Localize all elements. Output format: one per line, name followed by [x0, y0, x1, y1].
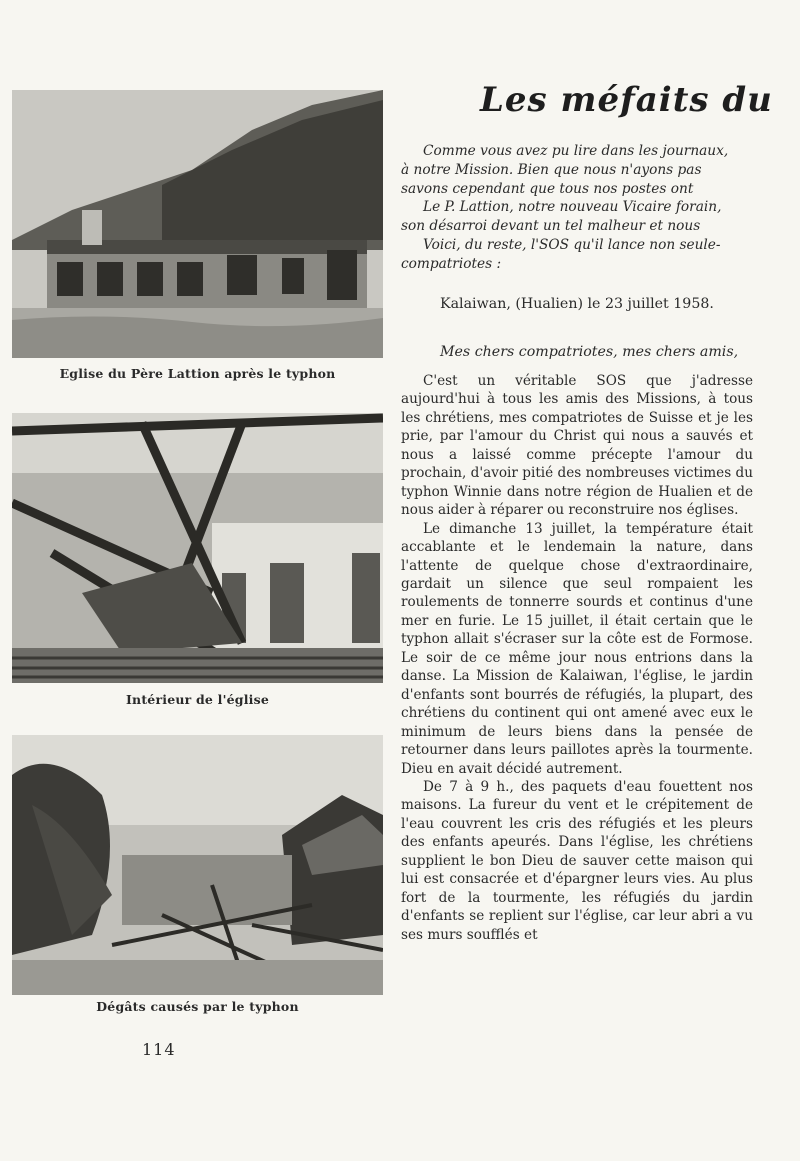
intro-line: à notre Mission. Bien que nous n'ayons pas: [401, 161, 702, 178]
intro-text: [401, 142, 786, 274]
intro-line: compatriotes :: [401, 255, 502, 272]
body-paragraph: C'est un véritable SOS que j'adresse aujourd'hui à tous les amis des Missions, à tous les chrétiens, mes compatriotes de Suisse et je les prie, par l'amour du Christ qui nous a sauvés et nous a laissé comme précepte l'amour du prochain, d'avoir pitié des nombreuses victimes du typhon Winnie dans notre région de Hualien et de nous aider à réparer ou reconstruire nos églises.: [401, 373, 753, 519]
intro-line: Voici, du reste, l'SOS qu'il lance non seule-: [423, 236, 721, 253]
intro-line: Comme vous avez pu lire dans les journaux,: [423, 143, 729, 159]
intro-line: Le P. Lattion, notre nouveau Vicaire forain,: [423, 199, 722, 216]
letter-dateline: Kalaiwan, (Hualien) le 23 juillet 1958.: [440, 296, 714, 312]
damage-photo-caption: Dégâts causés par le typhon: [96, 999, 299, 1014]
intro-line: savons cependant que tous nos postes ont: [401, 180, 694, 197]
letter-salutation: Mes chers compatriotes, mes chers amis,: [440, 344, 739, 360]
body-paragraph: De 7 à 9 h., des paquets d'eau fouettent nos maisons. La fureur du vent et le crépitement de l'eau couvrent les cris des réfugiés et les pleurs des enfants apeurés. Dans l'église, les chrétiens supplient le bon Dieu de sauver cette maison qui lui est consacrée et d'épargner leurs vies. Au plus fort de la tourmente, les réfugiés du jardin d'enfants se replient sur l'église, car leur abri a vu ses murs soufflés et: [401, 778, 753, 943]
church-photo: [12, 90, 383, 358]
church-interior-photo: [12, 413, 383, 683]
church-photo-caption: Eglise du Père Lattion après le typhon: [59, 366, 336, 381]
article-body: [401, 372, 753, 944]
article-title: Les méfaits du: [480, 80, 773, 120]
intro-line: son désarroi devant un tel malheur et nous: [401, 218, 701, 235]
damage-photo: [12, 735, 383, 995]
page-number: 114: [142, 1040, 176, 1059]
body-paragraph: Le dimanche 13 juillet, la température était accablante et le lendemain la nature, dans l'attente de quelque chose d'extraordinaire, gardait un silence que seul rompaient les roulements de tonnerre sourds et continus d'une mer en furie. Le 15 juillet, il était certain que le typhon allait s'écraser sur la côte est de Formose. Le soir de ce même jour nous entrions dans la danse. La Mission de Kalaiwan, l'église, le jardin d'enfants sont bourrés de réfugiés, la plupart, des chrétiens du continent qui ont amené avec eux le minimum de leurs biens dans la pensée de retourner dans leurs paillotes après la tourmente. Dieu en avait décidé autrement.: [401, 520, 753, 777]
church-interior-photo-caption: Intérieur de l'église: [126, 692, 269, 707]
